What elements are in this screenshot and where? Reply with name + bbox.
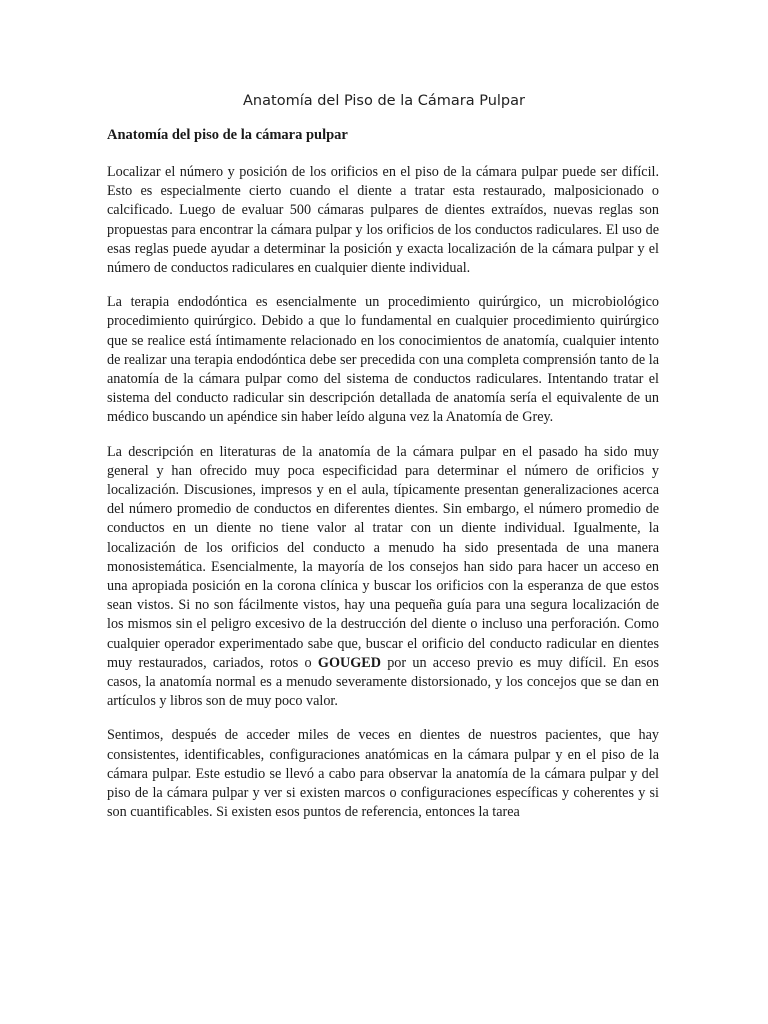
paragraph-1: Localizar el número y posición de los orificios en el piso de la cámara pulpar puede ser difícil. Esto es especialmente cierto cuando el diente a tratar esta restaurado, malposicionado o calcificado. Luego de evaluar 500 cámaras pulpares de dientes extraídos, nuevas reglas son propuestas para encontrar la cámara pulpar y los orificios de los conductos radiculares. El uso de esas reglas puede ayudar a determinar la posición y exacta localización de la cámara pulpar y el número de conductos radiculares en cualquier diente individual. [107,164,659,277]
paragraph-3-text-after: por un acceso previo es muy difícil. En esos casos, la anatomía normal es a menudo severamente distorsionado, y los concejos que se dan en artículos y libros son de muy poco valor. [107,654,659,710]
paragraph-3 [107,443,659,712]
paragraph-4: Sentimos, después de acceder miles de veces en dientes de nuestros pacientes, que hay consistentes, identificables, configuraciones anatómicas en la cámara pulpar y en el piso de la cámara pulpar. Este estudio se llevó a cabo para observar la anatomía de la cámara pulpar y del piso de la cámara pulpar y ver si existen marcos o configuraciones específicas y coherentes y si son cuantificables. Si existen esos puntos de referencia, entonces la tarea [107,727,659,821]
paragraph-3-text-before: La descripción en literaturas de la anatomía de la cámara pulpar en el pasado ha sido muy general y han ofrecido muy poca especificidad para determinar el número de orificios y localización. Discusiones, impresos y en el aula, típicamente presentan generalizaciones acerca del número promedio de conductos en diferentes dientes. Sin embargo, el número promedio de conductos en un diente no tiene valor al tratar con un diente individual. Igualmente, la localización de los orificios del conducto a menudo ha sido presentada de una manera monosistemática. Esencialmente, la mayoría de los consejos han sido para hacer un acceso en una apropiada posición en la corona clínica y buscar los orificios con la esperanza de que estos sean vistos. Si no son fácilmente vistos, hay una pequeña guía para una segura localización de los mismos sin el peligro excesivo de la destrucción del diente o incluso una perforación. Como cualquier operador experimentado sabe que, buscar el orificio del conducto radicular en dientes muy restaurados, cariados, rotos o [107,443,659,671]
document-title: Anatomía del Piso de la Cámara Pulpar [243,93,525,109]
paragraph-3-bold-term: GOUGED [317,654,381,671]
section-heading: Anatomía del piso de la cámara pulpar [107,127,348,143]
document-body [107,126,659,838]
paragraph-2: La terapia endodóntica es esencialmente un procedimiento quirúrgico, un microbiológico procedimiento quirúrgico. Debido a que lo fundamental en cualquier procedimiento quirúrgico que se realice está íntimamente relacionado en los conocimientos de anatomía, cualquier intento de realizar una terapia endodóntica debe ser precedida con una completa comprensión tanto de la anatomía de la cámara pulpar como del sistema de conductos radiculares. Intentando tratar el sistema del conducto radicular sin descripción detallada de anatomía sería el equivalente de un médico buscando un apéndice sin haber leído alguna vez la Anatomía de Grey. [107,294,659,426]
